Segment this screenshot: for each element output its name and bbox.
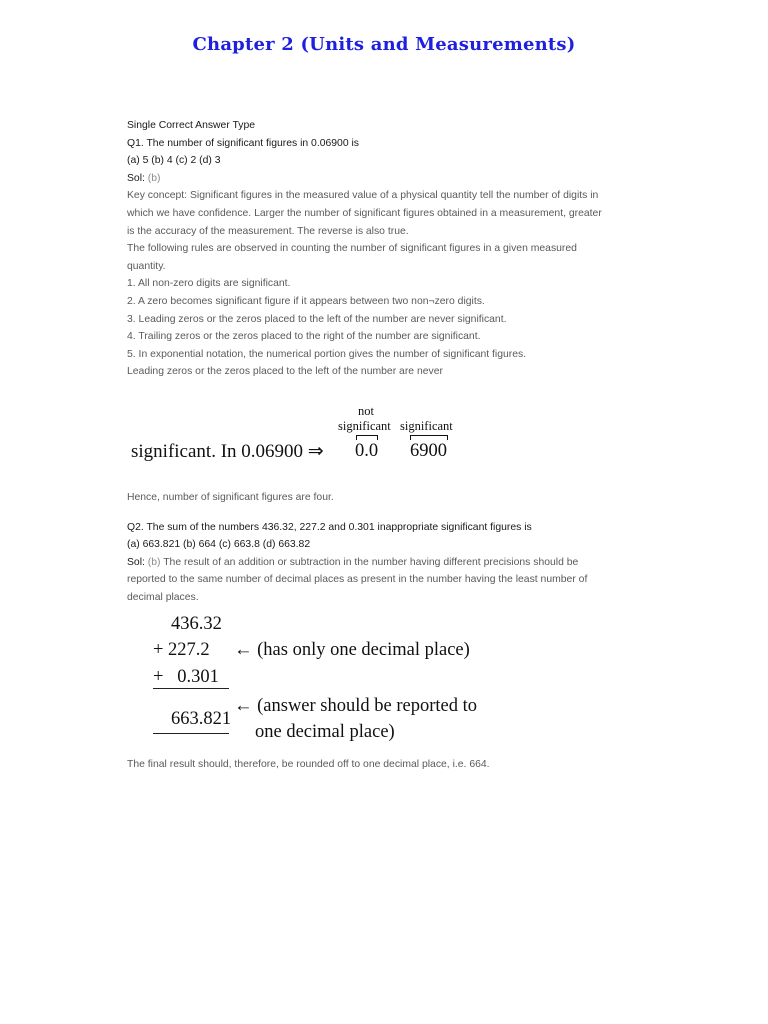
significant-figures-figure [127,381,607,489]
sum-result: 663.821 [171,709,232,730]
sum-rule-bottom [153,733,229,734]
section-heading: Single Correct Answer Type [127,120,256,131]
sum-note-2a: ← (answer should be reported to [234,696,478,717]
sigfig-left-value: 0.0 [355,440,379,461]
decimal-sum-figure [127,606,607,756]
spacer [127,507,607,519]
q2-sol-text: The result of an addition or subtraction in the number having different precisions should be reported to the same number of decimal places as present in the number having the least number of decimal places. [127,556,588,603]
sigfig-brace-right [410,435,448,440]
sigfig-label-significant-right: significant [400,418,453,433]
q1-sol-answer: (b) [147,172,161,184]
sum-note-1: ← (has only one decimal place) [234,640,470,661]
q1-rule-3: 3. Leading zeros or the zeros placed to the left of the number are never significant. [127,313,507,325]
q1-rules-intro: The following rules are observed in counting the number of significant figures in a given measured quantity. [127,243,577,272]
q1-sol-label: Sol: [127,172,145,184]
q1-options: (a) 5 (b) 4 (c) 2 (d) 3 [127,155,221,167]
q2-sol-answer: (b) [147,556,161,568]
sigfig-main-text: significant. In 0.06900 ⇒ [131,440,324,462]
q1-question: Q1. The number of significant figures in 0.06900 is [127,137,359,149]
q2-question: Q2. The sum of the numbers 436.32, 227.2 and 0.301 inappropriate significant figures is [127,521,532,533]
sum-line-1: 436.32 [171,614,222,635]
sigfig-brace-left [356,435,378,440]
q1-rule-2: 2. A zero becomes significant figure if it appears between two non¬zero digits. [127,295,485,307]
q2-conclusion: The final result should, therefore, be rounded off to one decimal place, i.e. 664. [127,759,490,771]
sigfig-label-significant-left: significant [338,418,391,433]
page-title: Chapter 2 (Units and Measurements) [192,34,576,55]
sigfig-label-not: not [358,403,374,418]
sum-line-3: + 0.301 [153,667,219,688]
q1-rule-4: 4. Trailing zeros or the zeros placed to the right of the number are significant. [127,331,481,343]
sum-note-2b: one decimal place) [255,722,395,743]
sigfig-right-value: 6900 [410,440,447,461]
q1-rule-1: 1. All non-zero digits are significant. [127,278,291,290]
q1-solution-line [127,170,607,188]
q1-trailing-text: Leading zeros or the zeros placed to the left of the number are never [127,366,443,378]
sum-rule-top [153,688,229,689]
q1-conclusion: Hence, number of significant figures are four. [127,491,334,503]
q2-sol-label: Sol: [127,556,145,568]
q1-key-concept: Key concept: Significant figures in the measured value of a physical quantity tell the number of digits in which we have confidence. Larger the number of significant figures obtained in a measurement, greater is the accuracy of the measurement. The reverse is also true. [127,190,602,237]
q2-solution [127,554,607,607]
q1-rule-5: 5. In exponential notation, the numerical portion gives the number of significant figures. [127,348,527,360]
q2-options: (a) 663.821 (b) 664 (c) 663.8 (d) 663.82 [127,539,311,551]
document-content [127,117,607,774]
sum-line-2: + 227.2 [153,640,210,661]
